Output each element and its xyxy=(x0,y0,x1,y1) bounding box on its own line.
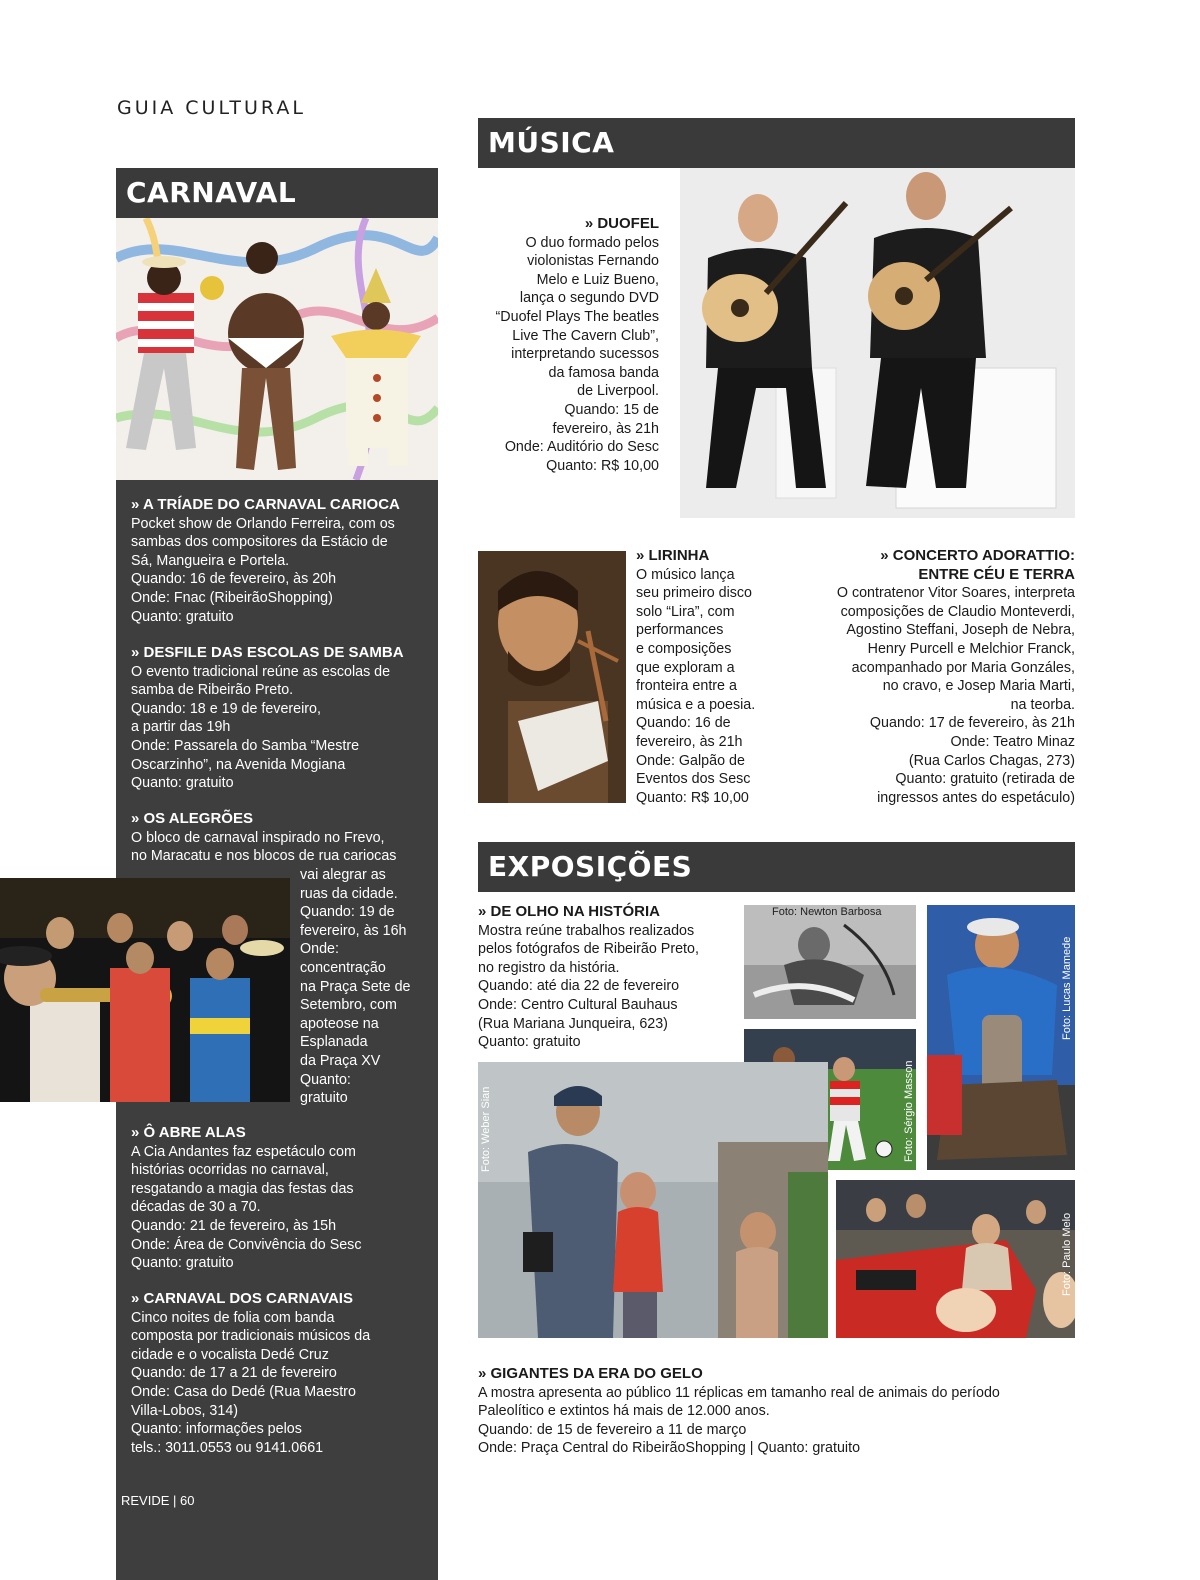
event-line: O bloco de carnaval inspirado no Frevo, xyxy=(131,829,385,846)
event-when: Quando: 17 de fevereiro, às 21h xyxy=(869,715,1075,732)
duofel-photo xyxy=(636,168,1075,518)
musica-event-concerto xyxy=(790,547,1075,807)
carnaval-event-triade xyxy=(131,496,400,626)
event-line: lança o segundo DVD xyxy=(519,290,659,307)
event-when: fevereiro, às 21h xyxy=(636,733,743,750)
event-when: Quando: de 15 de fevereiro a 11 de março xyxy=(478,1421,747,1438)
event-where: Onde: Área de Convivência do Sesc xyxy=(131,1236,362,1253)
carnaval-event-abre-alas xyxy=(131,1124,361,1273)
event-title: » OS ALEGRÕES xyxy=(131,810,253,827)
event-price: Quanto: informações pelos xyxy=(131,1421,302,1438)
event-when: Quando: 16 de fevereiro, às 20h xyxy=(131,571,337,588)
event-price: tels.: 3011.0553 ou 9141.0661 xyxy=(131,1439,324,1456)
event-where: da Praça XV xyxy=(300,1052,381,1069)
event-title: ENTRE CÉU E TERRA xyxy=(918,565,1075,583)
event-where: Eventos dos Sesc xyxy=(636,771,751,788)
event-line: Live The Cavern Club”, xyxy=(512,327,659,344)
event-line: Paleolítico e extintos há mais de 12.000 anos. xyxy=(478,1403,770,1420)
event-when: Quando: 15 de xyxy=(564,401,659,418)
event-line: composta por tradicionais músicos da xyxy=(131,1328,371,1345)
event-line: fronteira entre a xyxy=(636,678,737,695)
event-line: e composições xyxy=(636,640,732,657)
event-title: » CARNAVAL DOS CARNAVAIS xyxy=(131,1290,353,1307)
carnaval-event-alegroes xyxy=(131,810,396,866)
event-price: Quanto: gratuito xyxy=(131,1255,234,1272)
event-title: » LIRINHA xyxy=(636,547,710,564)
page-kicker: GUIA CULTURAL xyxy=(117,97,306,119)
event-line: da famosa banda xyxy=(548,364,659,381)
event-price: ingressos antes do espetáculo) xyxy=(877,789,1075,806)
event-price: Quanto: R$ 10,00 xyxy=(546,457,659,474)
event-line: Melo e Luiz Bueno, xyxy=(536,271,659,288)
event-line: Henry Purcell e Melchior Franck, xyxy=(867,640,1075,657)
event-when: fevereiro, às 16h xyxy=(300,922,407,939)
event-line: Agostino Steffani, Joseph de Nebra, xyxy=(846,622,1075,639)
event-where: Onde: Teatro Minaz xyxy=(950,733,1075,750)
event-line: no Maracatu e nos blocos de rua cariocas xyxy=(131,848,397,865)
lirinha-photo xyxy=(478,551,626,803)
expo-event-gigantes xyxy=(478,1365,1075,1458)
event-line: no registro da história. xyxy=(478,959,620,976)
event-where: Onde: Casa do Dedé (Rua Maestro xyxy=(131,1383,356,1400)
event-when: Quando: 18 e 19 de fevereiro, xyxy=(131,700,321,717)
event-title: » DUOFEL xyxy=(584,215,659,232)
photo-credit-paulo: Foto: Paulo Melo xyxy=(1061,1212,1073,1296)
event-where: apoteose na xyxy=(300,1015,379,1032)
event-when: a partir das 19h xyxy=(131,719,231,736)
event-where: Onde: Passarela do Samba “Mestre xyxy=(131,737,360,754)
event-line: resgatando a magia das festas das xyxy=(131,1180,354,1197)
event-title: » DESFILE DAS ESCOLAS DE SAMBA xyxy=(131,644,404,661)
event-price: Quanto: gratuito (retirada de xyxy=(895,771,1075,788)
event-line: samba de Ribeirão Preto. xyxy=(131,682,294,699)
event-line: de Liverpool. xyxy=(577,383,659,400)
event-where: Onde: Auditório do Sesc xyxy=(504,439,659,456)
event-price: Quanto: gratuito xyxy=(131,608,234,625)
expo-photo-bw-athlete xyxy=(744,905,916,1019)
event-where: Oscarzinho”, na Avenida Mogiana xyxy=(131,756,346,773)
event-where: na Praça Sete de xyxy=(300,978,411,995)
event-when: Quando: 19 de xyxy=(300,904,395,921)
event-line: A mostra apresenta ao público 11 réplicas em tamanho real de animais do período xyxy=(478,1384,1000,1401)
event-line: O músico lança xyxy=(636,566,735,583)
event-line: sambas dos compositores da Estácio de xyxy=(131,534,388,551)
photo-credit-newton: Foto: Newton Barbosa xyxy=(772,906,882,918)
event-line: décadas de 30 a 70. xyxy=(131,1199,261,1216)
carnaval-event-alegroes-cont xyxy=(300,866,410,1108)
event-title: » Ô ABRE ALAS xyxy=(131,1124,246,1141)
event-where: Villa-Lobos, 314) xyxy=(131,1402,239,1419)
carnaval-event-desfile xyxy=(131,644,404,793)
event-line: que exploram a xyxy=(636,659,735,676)
event-line: vai alegrar as xyxy=(300,867,386,883)
alegroes-band-photo xyxy=(0,878,290,1102)
carnaval-illustration xyxy=(116,218,438,480)
event-where: Onde: Praça Central do RibeirãoShopping | Quanto: gratuito xyxy=(478,1440,861,1457)
event-when: Quando: 16 de xyxy=(636,715,731,732)
event-line: histórias ocorridas no carnaval, xyxy=(131,1162,329,1179)
expo-photo-tractor xyxy=(836,1180,1075,1338)
event-line: Cinco noites de folia com banda xyxy=(131,1309,335,1326)
event-price: Quanto: xyxy=(300,1071,351,1088)
event-line: cidade e o vocalista Dedé Cruz xyxy=(131,1346,329,1363)
event-when: Quando: até dia 22 de fevereiro xyxy=(478,978,680,995)
event-when: fevereiro, às 21h xyxy=(552,420,659,437)
event-title: » DE OLHO NA HISTÓRIA xyxy=(478,903,660,920)
musica-event-duofel xyxy=(478,215,659,475)
event-line: seu primeiro disco xyxy=(636,585,753,602)
event-where: Onde: Centro Cultural Bauhaus xyxy=(478,996,678,1013)
event-line: O duo formado pelos xyxy=(525,234,659,251)
event-price: Quanto: gratuito xyxy=(131,775,234,792)
event-where: (Rua Carlos Chagas, 273) xyxy=(908,752,1075,769)
event-line: solo “Lira”, com xyxy=(636,603,735,620)
event-line: O contratenor Vitor Soares, interpreta xyxy=(836,585,1075,602)
section-title-exposicoes: EXPOSIÇÕES xyxy=(478,842,1075,892)
event-line: Pocket show de Orlando Ferreira, com os xyxy=(131,515,395,532)
event-where: Onde: Fnac (RibeirãoShopping) xyxy=(131,589,333,606)
event-line: O evento tradicional reúne as escolas de xyxy=(131,663,391,680)
event-line: pelos fotógrafos de Ribeirão Preto, xyxy=(478,941,699,958)
event-line: performances xyxy=(636,622,724,639)
event-line: A Cia Andantes faz espetáculo com xyxy=(131,1143,356,1160)
expo-event-historia xyxy=(478,903,738,1052)
event-price: Quanto: R$ 10,00 xyxy=(636,789,749,806)
section-title-musica: MÚSICA xyxy=(478,118,1075,168)
event-line: interpretando sucessos xyxy=(511,346,659,363)
photo-credit-sergio: Foto: Sérgio Masson xyxy=(903,1060,915,1162)
photo-credit-weber: Foto: Weber Sian xyxy=(480,1086,492,1172)
event-where: Setembro, com xyxy=(300,997,397,1014)
event-line: na teorba. xyxy=(1010,696,1075,713)
event-line: música e a poesia. xyxy=(636,696,756,713)
event-price: Quanto: gratuito xyxy=(478,1034,581,1051)
event-price: gratuito xyxy=(300,1090,348,1107)
event-line: ruas da cidade. xyxy=(300,885,398,902)
event-line: Sá, Mangueira e Portela. xyxy=(131,552,290,569)
event-title: » A TRÍADE DO CARNAVAL CARIOCA xyxy=(131,496,400,513)
expo-photo-rodeo xyxy=(927,905,1075,1170)
event-when: Quando: 21 de fevereiro, às 15h xyxy=(131,1217,337,1234)
event-title: » GIGANTES DA ERA DO GELO xyxy=(478,1365,703,1382)
event-where: Onde: Galpão de xyxy=(636,752,745,769)
event-when: Quando: de 17 a 21 de fevereiro xyxy=(131,1365,337,1382)
event-line: “Duofel Plays The beatles xyxy=(495,308,659,325)
carnaval-event-carnaval-dos-carnavais xyxy=(131,1290,370,1457)
section-title-carnaval: CARNAVAL xyxy=(116,168,438,218)
photo-credit-lucas: Foto: Lucas Mamede xyxy=(1061,936,1073,1040)
page-footer: REVIDE | 60 xyxy=(121,1493,195,1508)
event-line: composições de Claudio Monteverdi, xyxy=(840,603,1075,620)
event-where: concentração xyxy=(300,959,386,976)
event-where: (Rua Mariana Junqueira, 623) xyxy=(478,1015,668,1032)
event-line: no cravo, e Josep Maria Marti, xyxy=(882,678,1075,695)
event-line: acompanhado por Maria Gonzáles, xyxy=(851,659,1075,676)
event-line: violonistas Fernando xyxy=(527,253,659,270)
event-title: » CONCERTO ADORATTIO: xyxy=(880,547,1075,564)
musica-event-lirinha xyxy=(636,547,786,807)
event-where: Onde: xyxy=(300,941,339,958)
event-where: Esplanada xyxy=(300,1034,368,1051)
event-line: Mostra reúne trabalhos realizados xyxy=(478,922,695,939)
expo-photo-policeman xyxy=(478,1062,828,1338)
